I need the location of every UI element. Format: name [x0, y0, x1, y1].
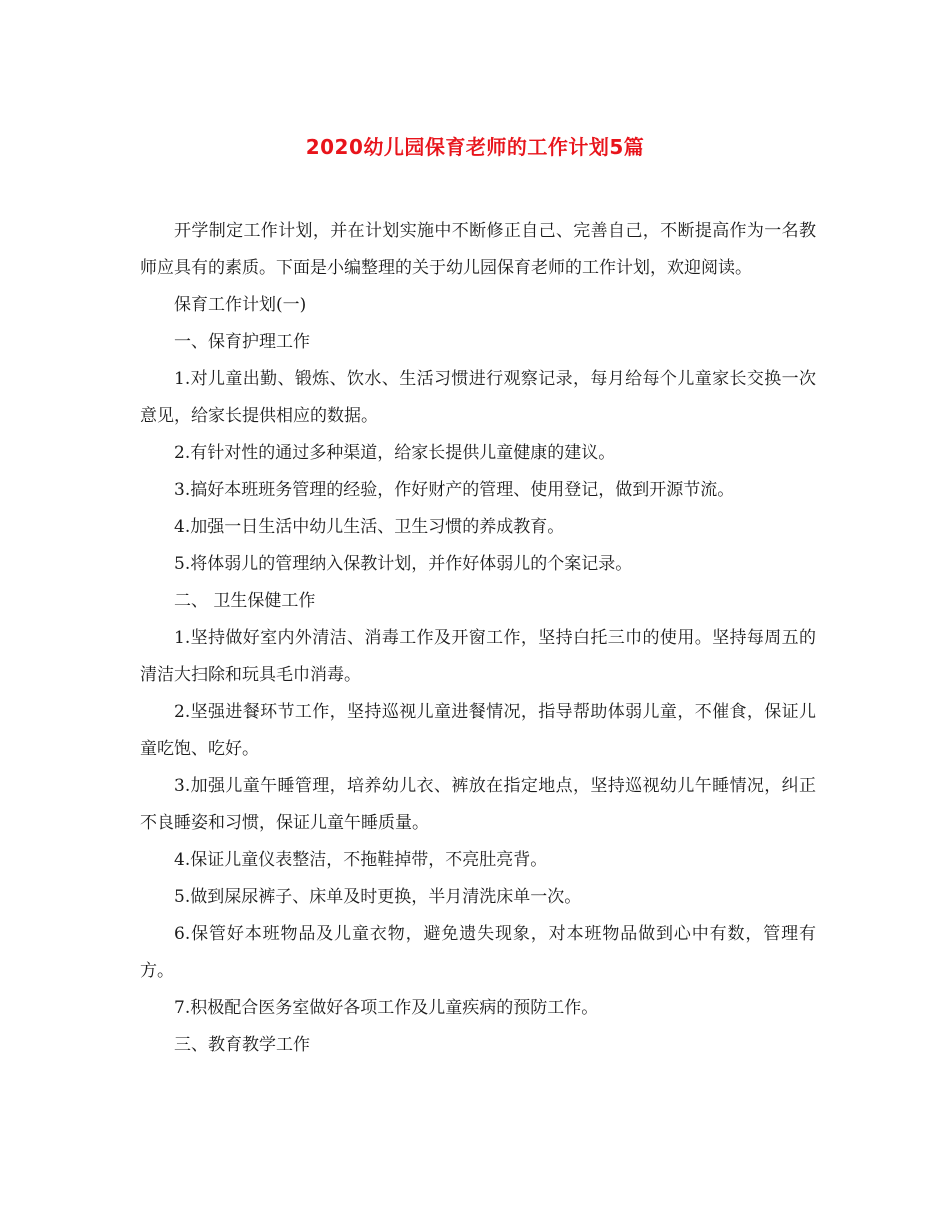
- section-heading-teaching-work: 三、教育教学工作: [174, 1035, 310, 1055]
- document-body: [140, 213, 816, 1064]
- list-item: 4.加强一日生活中幼儿生活、卫生习惯的养成教育。: [174, 517, 565, 537]
- list-item: 2.坚强进餐环节工作，坚持巡视儿童进餐情况，指导帮助体弱儿童，不催食，保证儿童吃饱、吃好。: [140, 702, 816, 759]
- list-item: 7.积极配合医务室做好各项工作及儿童疾病的预防工作。: [174, 998, 599, 1018]
- list-item: 3.搞好本班班务管理的经验，作好财产的管理、使用登记，做到开源节流。: [174, 480, 735, 500]
- document-title: 2020幼儿园保育老师的工作计划5篇: [305, 135, 645, 159]
- list-item: 1.对儿童出勤、锻炼、饮水、生活习惯进行观察记录，每月给每个儿童家长交换一次意见，给家长提供相应的数据。: [140, 369, 816, 426]
- list-item: 6.保管好本班物品及儿童衣物，避免遗失现象，对本班物品做到心中有数，管理有方。: [140, 924, 816, 981]
- section-heading-plan-one: 保育工作计划(一): [174, 295, 307, 315]
- intro-paragraph: 开学制定工作计划，并在计划实施中不断修正自己、完善自己，不断提高作为一名教师应具有的素质。下面是小编整理的关于幼儿园保育老师的工作计划，欢迎阅读。: [140, 221, 816, 278]
- list-item: 2.有针对性的通过多种渠道，给家长提供儿童健康的建议。: [174, 443, 616, 463]
- list-item: 1.坚持做好室内外清洁、消毒工作及开窗工作，坚持白托三巾的使用。坚持每周五的清洁大扫除和玩具毛巾消毒。: [140, 628, 816, 685]
- list-item: 5.做到屎尿裤子、床单及时更换，半月清洗床单一次。: [174, 887, 582, 907]
- list-item: 5.将体弱儿的管理纳入保教计划，并作好体弱儿的个案记录。: [174, 554, 633, 574]
- list-item: 4.保证儿童仪表整洁，不拖鞋掉带，不亮肚亮背。: [174, 850, 548, 870]
- list-item: 3.加强儿童午睡管理，培养幼儿衣、裤放在指定地点，坚持巡视幼儿午睡情况，纠正不良睡姿和习惯，保证儿童午睡质量。: [140, 776, 816, 833]
- section-heading-health-work: 二、 卫生保健工作: [174, 591, 316, 611]
- section-heading-care-work: 一、保育护理工作: [174, 332, 310, 352]
